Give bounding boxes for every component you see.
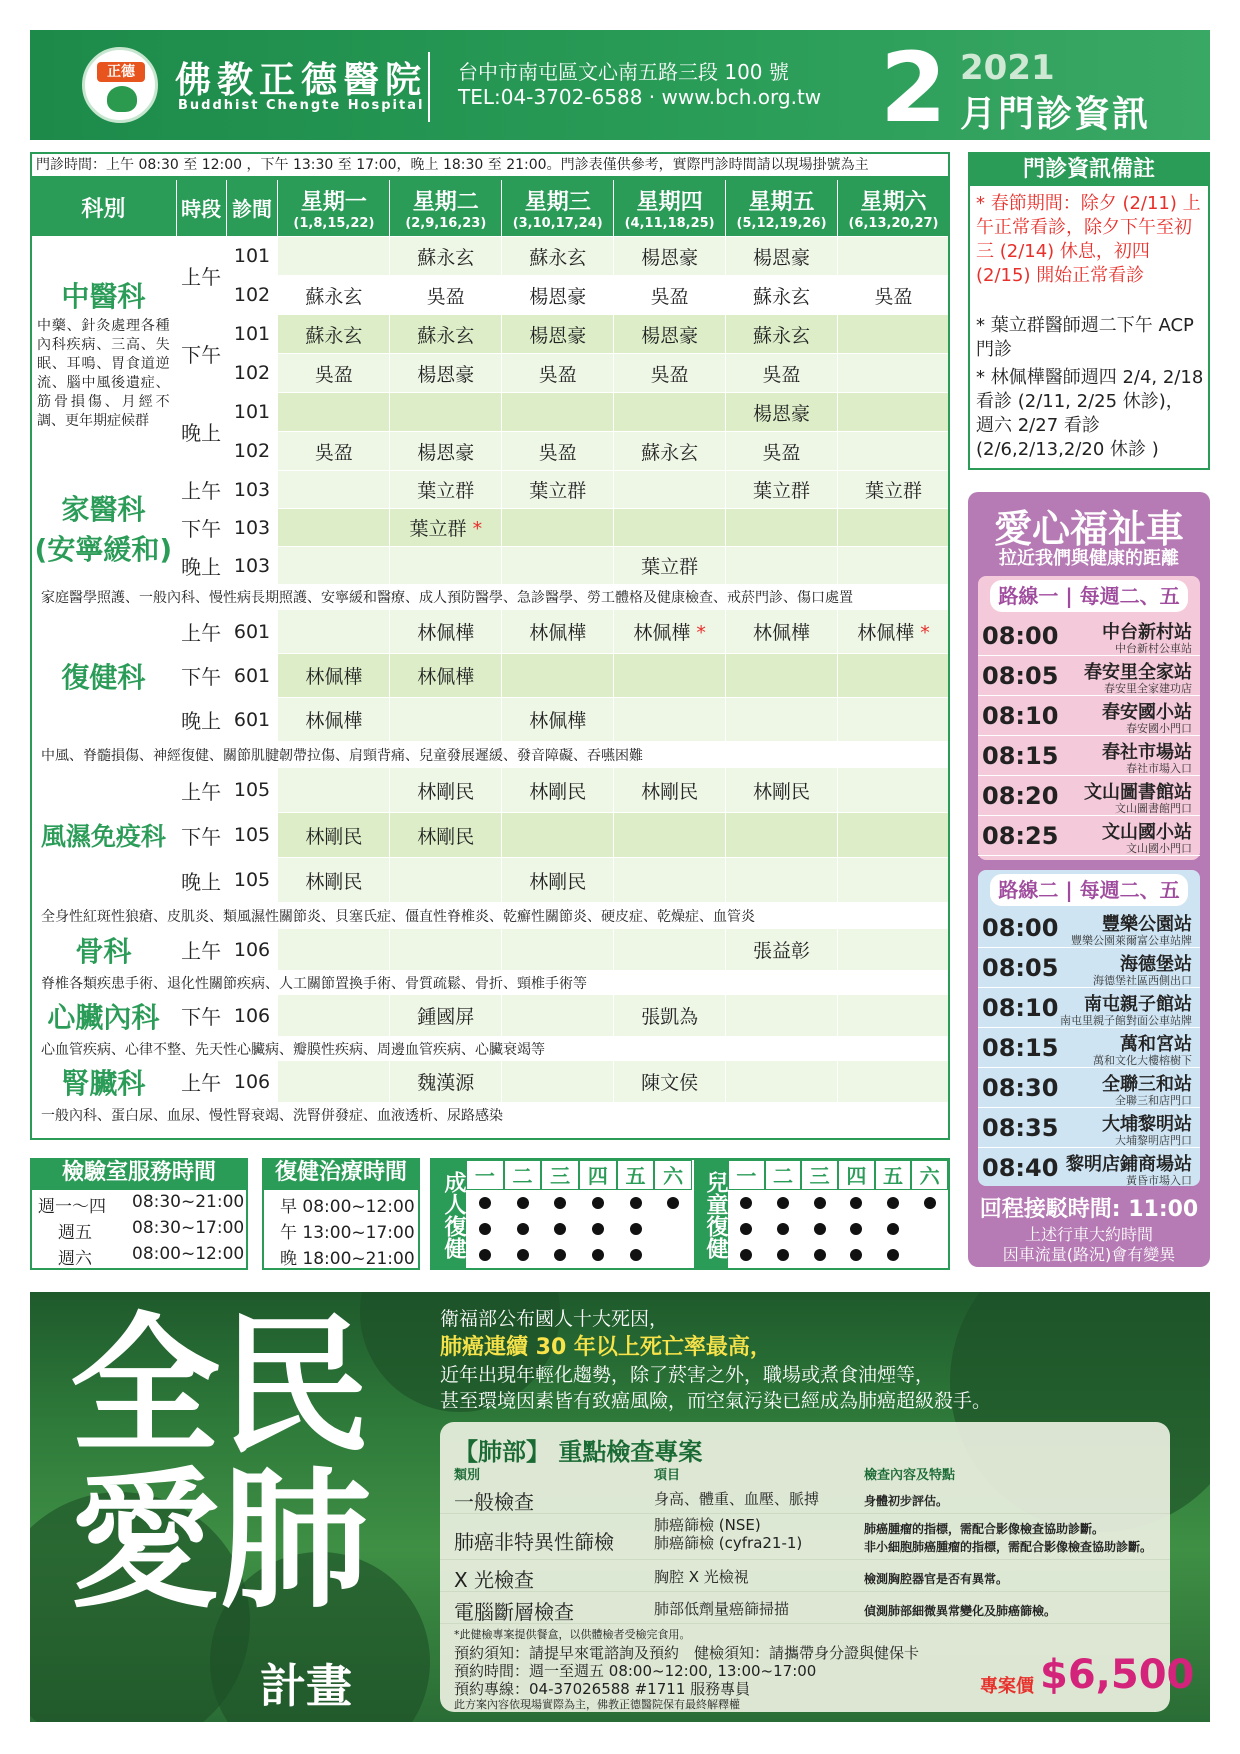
cell: 張益彰	[726, 929, 838, 971]
clinic-hours-note: 門診時間：上午 08:30 至 12:00 ，下午 13:30 至 17:00，晚上 18:30 至 21:00。門診表僅供參考，實際門診時間請以現場掛號為主	[30, 152, 950, 178]
banner-highlight: 肺癌連續 30 年以上死亡率最高，	[440, 1335, 772, 1360]
lab-time: 08:30~21:00	[132, 1192, 245, 1212]
rehab-slot: 午 13:00~17:00	[280, 1223, 415, 1243]
table-row: 肺癌非特異性篩檢 肺癌篩檢 (NSE) 肺癌篩檢 (cyfra21-1) 肺癌腫瘤的指標，需配合影像檢查協助診斷。 非小細胞肺癌腫瘤的指標，需配合影像檢查協助診斷。	[440, 1514, 1170, 1560]
day-label: 五	[875, 1160, 912, 1190]
room: 103	[226, 547, 278, 585]
bus-note: 上述行車大約時間	[1024, 1225, 1153, 1244]
dot-mark	[777, 1249, 789, 1261]
page-header	[30, 30, 1210, 144]
dot-mark	[554, 1249, 566, 1261]
shuttle-bus-panel	[968, 492, 1210, 1267]
dot-mark	[887, 1223, 899, 1235]
cell: 林佩樺	[726, 610, 838, 654]
cell: 林剛民	[390, 813, 502, 858]
campaign-title-2: 愛肺	[70, 1455, 371, 1629]
dot-mark	[479, 1249, 491, 1261]
dot-mark	[777, 1223, 789, 1235]
dept-rheum: 風濕免疫科	[31, 768, 177, 903]
day-label: 六	[911, 1160, 948, 1190]
cell: 林剛民	[278, 858, 390, 903]
room: 101	[226, 237, 278, 276]
dot-mark	[592, 1249, 604, 1261]
dot-mark	[592, 1223, 604, 1235]
cell: 林剛民	[390, 768, 502, 813]
hospital-name-en: Buddhist Chengte Hospital	[178, 98, 425, 113]
room: 103	[226, 471, 278, 509]
bus-subtitle: 拉近我們與健康的距離	[999, 548, 1179, 569]
col-period: 時段	[176, 179, 226, 237]
cell: 吳盈	[838, 276, 950, 315]
page-title: 月門診資訊	[960, 94, 1151, 135]
cell: 林剛民	[502, 858, 614, 903]
day-label: 二	[504, 1160, 542, 1190]
dot-mark	[814, 1249, 826, 1261]
cell: 林佩樺 *	[838, 610, 950, 654]
room: 601	[226, 654, 278, 698]
period-label: 上午	[176, 929, 226, 971]
child-day-header	[728, 1160, 948, 1190]
cell: 林剛民	[726, 768, 838, 813]
year: 2021	[960, 48, 1055, 88]
note-item: * 春節期間：除夕 (2/11) 上午正常看診，除夕下午至初三 (2/14) 休息，初四 (2/15) 開始正常看診	[976, 193, 1201, 286]
cell: 蘇永玄	[726, 276, 838, 315]
day-label: 六	[654, 1160, 692, 1190]
day-label: 一	[728, 1160, 765, 1190]
period-label: 晚上	[176, 393, 226, 471]
route-header: 路線二 | 每週二、五	[990, 874, 1188, 906]
day-label: 五	[617, 1160, 655, 1190]
dept-desc: 中風、脊髓損傷、神經復健、關節肌腱韌帶拉傷、肩頸背痛、兒童發展遲緩、發音障礙、吞嚥困難	[31, 742, 950, 768]
cell: 林佩樺	[278, 654, 390, 698]
price-label: 專案價	[980, 1676, 1034, 1697]
dot-mark	[554, 1197, 566, 1209]
cell: 楊恩豪	[390, 432, 502, 471]
cell: 張凱為	[614, 995, 726, 1037]
cell: 吳盈	[278, 354, 390, 393]
day-label: 三	[801, 1160, 838, 1190]
period-label: 下午	[176, 315, 226, 393]
room: 106	[226, 995, 278, 1037]
period-label: 上午	[176, 237, 226, 315]
period-label: 下午	[176, 813, 226, 858]
route-2	[978, 870, 1200, 1186]
room: 105	[226, 858, 278, 903]
cell: 林佩樺	[502, 610, 614, 654]
cell: 林剛民	[502, 768, 614, 813]
dot-mark	[630, 1223, 642, 1235]
cell: 吳盈	[502, 432, 614, 471]
dot-mark	[814, 1197, 826, 1209]
cell: 蘇永玄	[726, 315, 838, 354]
cell: 蘇永玄	[390, 237, 502, 276]
period-label: 晚上	[176, 698, 226, 742]
dept-ortho: 骨科	[31, 929, 177, 971]
panel-note: 此方案內容依現場實際為主，佛教正德醫院保有最終解釋權	[454, 1698, 740, 1711]
col-header: 類別	[454, 1468, 481, 1483]
period-label: 上午	[176, 768, 226, 813]
day-header: 星期四 (4,11,18,25)	[614, 179, 726, 237]
day-header: 星期六 (6,13,20,27)	[838, 179, 950, 237]
dot-mark	[667, 1197, 679, 1209]
cell: 蘇永玄	[614, 432, 726, 471]
star-mark: *	[696, 622, 706, 644]
lab-day: 週一～四	[38, 1197, 106, 1217]
period-label: 上午	[176, 471, 226, 509]
dept-desc: 一般內科、蛋白尿、血尿、慢性腎衰竭、洗腎併發症、血液透析、尿路感染	[31, 1103, 950, 1127]
dot-mark	[850, 1223, 862, 1235]
hospital-name-zh: 佛教正德醫院	[175, 60, 428, 101]
banner-text: 甚至環境因素皆有致癌風險，而空氣污染已經成為肺癌超級殺手。	[440, 1390, 992, 1412]
dot-mark	[777, 1197, 789, 1209]
bus-note: 因車流量(路況)會有變異	[1002, 1245, 1176, 1264]
adult-rehab-label: 成人復健	[432, 1160, 466, 1268]
dot-mark	[592, 1197, 604, 1209]
lung-campaign-banner	[30, 1292, 1210, 1722]
dot-mark	[517, 1223, 529, 1235]
dot-mark	[479, 1197, 491, 1209]
cell: 魏漢源	[390, 1061, 502, 1103]
cell: 吳盈	[390, 276, 502, 315]
cell: 蘇永玄	[502, 237, 614, 276]
room: 601	[226, 610, 278, 654]
period-label: 晚上	[176, 547, 226, 585]
table-row: 一般檢查 身高、體重、血壓、脈搏 身體初步評估。	[440, 1482, 1170, 1514]
cell: 林佩樺	[502, 698, 614, 742]
rehab-grid	[430, 1158, 950, 1270]
month-number: 2	[880, 32, 947, 144]
dot-mark	[887, 1249, 899, 1261]
lab-title: 檢驗室服務時間	[30, 1158, 248, 1188]
dept-nephro: 腎臟科	[31, 1061, 177, 1103]
adult-day-header	[466, 1160, 692, 1190]
list-item: 08:35 大埔黎明站 大埔黎明店門口	[978, 1108, 1200, 1148]
day-header: 星期一 (1,8,15,22)	[278, 179, 390, 237]
cell: 葉立群	[614, 547, 726, 585]
day-label: 二	[765, 1160, 802, 1190]
cell: 楊恩豪	[726, 393, 838, 432]
col-room: 診間	[226, 179, 278, 237]
child-rehab-label: 兒童復健	[694, 1160, 728, 1268]
room: 105	[226, 813, 278, 858]
list-item: 08:15 萬和宮站 萬和文化大樓榕樹下	[978, 1028, 1200, 1068]
header-divider	[428, 52, 430, 122]
clinic-notes	[968, 152, 1210, 470]
price: $6,500	[1040, 1652, 1195, 1698]
dot-mark	[887, 1197, 899, 1209]
cell: 林佩樺	[390, 654, 502, 698]
dept-desc: 脊椎各類疾患手術、退化性關節疾病、人工關節置換手術、骨質疏鬆、骨折、頸椎手術等	[31, 971, 950, 995]
list-item: 08:25 文山國小站 文山國小門口	[978, 816, 1200, 856]
period-label: 上午	[176, 610, 226, 654]
route-1	[978, 576, 1200, 860]
address: 台中市南屯區文心南五路三段 100 號	[458, 60, 789, 84]
list-item: 08:40 黎明店鋪商場站 黃昏市場入口	[982, 1154, 1192, 1187]
dot-mark	[814, 1223, 826, 1235]
day-header: 星期二 (2,9,16,23)	[390, 179, 502, 237]
day-header: 星期五 (5,12,19,26)	[726, 179, 838, 237]
rehab-slot: 早 08:00~12:00	[280, 1197, 415, 1217]
cell: 葉立群	[726, 471, 838, 509]
return-time: 回程接駁時間: 11:00	[979, 1197, 1199, 1222]
cell: 葉立群	[390, 471, 502, 509]
note-item: * 葉立群醫師週二下午 ACP 門診	[976, 315, 1194, 360]
day-label: 一	[466, 1160, 504, 1190]
dot-mark	[850, 1249, 862, 1261]
campaign-title-1: 全民	[70, 1300, 371, 1474]
dept-rehab: 復健科	[31, 610, 177, 742]
room: 601	[226, 698, 278, 742]
list-item: 08:00 中台新村站 中台新村公車站	[978, 616, 1200, 656]
cell: 葉立群 *	[390, 509, 502, 547]
lab-day: 週五	[58, 1223, 92, 1243]
cell: 吳盈	[726, 432, 838, 471]
panel-note: 預約須知：請提早來電諮詢及預約 健檢須知：請攜帶身分證與健保卡	[454, 1644, 920, 1662]
dept-cardio: 心臟內科	[31, 995, 177, 1037]
room: 102	[226, 276, 278, 315]
room: 101	[226, 393, 278, 432]
dot-mark	[554, 1223, 566, 1235]
campaign-title-3: 計畫	[260, 1659, 352, 1713]
cell: 葉立群	[502, 471, 614, 509]
cell: 陳文侯	[614, 1061, 726, 1103]
dot-mark	[479, 1223, 491, 1235]
lab-time: 08:00~12:00	[132, 1244, 245, 1264]
list-item: 08:20 文山圖書館站 文山圖書館門口	[978, 776, 1200, 816]
rehab-slot: 晚 18:00~21:00	[280, 1249, 415, 1269]
day-label: 四	[838, 1160, 875, 1190]
col-header: 項目	[654, 1468, 681, 1483]
period-label: 上午	[176, 1061, 226, 1103]
table-row: 電腦斷層檢查 肺部低劑量癌篩掃描 偵測肺部細微異常變化及肺癌篩檢。	[440, 1592, 1170, 1624]
lab-hours	[30, 1188, 248, 1270]
period-label: 下午	[176, 995, 226, 1037]
cell: 楊恩豪	[726, 237, 838, 276]
room: 105	[226, 768, 278, 813]
day-label: 四	[579, 1160, 617, 1190]
lab-time: 08:30~17:00	[132, 1218, 245, 1238]
cell: 林佩樺 *	[614, 610, 726, 654]
cell: 楊恩豪	[390, 354, 502, 393]
cell: 葉立群	[838, 471, 950, 509]
list-item: 08:10 春安國小站 春安國小門口	[978, 696, 1200, 736]
cell: 楊恩豪	[502, 276, 614, 315]
banner-text: 衛福部公布國人十大死因，	[440, 1308, 669, 1330]
cell: 吳盈	[278, 432, 390, 471]
star-mark: *	[472, 518, 483, 540]
list-item: 08:30 全聯三和站 全聯三和店門口	[978, 1068, 1200, 1108]
banner-text: 近年出現年輕化趨勢，除了菸害之外，職場或煮食油煙等，	[440, 1364, 935, 1386]
room: 101	[226, 315, 278, 354]
contact-info: TEL:04-3702-6588 · www.bch.org.tw	[458, 85, 822, 109]
dot-mark	[630, 1197, 642, 1209]
dot-mark	[740, 1249, 752, 1261]
list-item: 08:15 春社市場站 春社市場入口	[978, 736, 1200, 776]
cell: 楊恩豪	[614, 237, 726, 276]
cell: 林剛民	[278, 813, 390, 858]
cell: 吳盈	[726, 354, 838, 393]
day-header: 星期三 (3,10,17,24)	[502, 179, 614, 237]
cell: 蘇永玄	[278, 276, 390, 315]
cell: 吳盈	[614, 276, 726, 315]
adult-dots	[466, 1190, 692, 1268]
notes-title: 門診資訊備註	[970, 154, 1208, 186]
route-header: 路線一 | 每週二、五	[990, 580, 1188, 612]
panel-note: 預約專線：04-37026588 #1711 服務專員	[454, 1680, 751, 1698]
dot-mark	[517, 1249, 529, 1261]
panel-note: 預約時間：週一至週五 08:00~12:00, 13:00~17:00	[454, 1662, 817, 1680]
dept-desc: 全身性紅斑性狼瘡、皮肌炎、類風濕性關節炎、貝塞氏症、僵直性脊椎炎、乾癬性關節炎、硬皮症、乾燥症、血管炎	[31, 903, 950, 929]
note-item: * 林佩樺醫師週四 2/4, 2/18 看診 (2/11, 2/25 休診)， 週六 2/27 看診 (2/6,2/13,2/20 休診 )	[976, 367, 1204, 460]
list-item: 08:05 海德堡站 海德堡社區西側出口	[978, 948, 1200, 988]
dept-family: 家醫科 (安寧緩和)	[31, 471, 177, 585]
dept-desc: 心血管疾病、心律不整、先天性心臟病、瓣膜性疾病、周邊血管疾病、心臟衰竭等	[31, 1037, 950, 1061]
rehab-time-title: 復健治療時間	[262, 1158, 420, 1188]
panel-title: 【肺部】 重點檢查專案	[454, 1438, 703, 1466]
room: 106	[226, 1061, 278, 1103]
day-label: 三	[541, 1160, 579, 1190]
logo-badge: 正德	[97, 62, 145, 82]
child-dots	[728, 1190, 948, 1268]
cell: 林佩樺	[390, 610, 502, 654]
rehab-hours	[262, 1188, 420, 1270]
star-mark: *	[920, 622, 930, 644]
dot-mark	[740, 1197, 752, 1209]
table-row: X 光檢查 胸腔 X 光檢視 檢測胸腔器官是否有異常。	[440, 1560, 1170, 1592]
cell: 吳盈	[502, 354, 614, 393]
cell: 楊恩豪	[614, 315, 726, 354]
room: 106	[226, 929, 278, 971]
dept-tcm: 中醫科 中藥、針灸處理各種內科疾病、三高、失眠、耳鳴、胃食道逆流、腦中風後遺症、筋骨損傷、月經不調、更年期症候群	[31, 237, 177, 471]
dot-mark	[850, 1197, 862, 1209]
col-dept: 科別	[31, 179, 177, 237]
dept-desc: 中藥、針灸處理各種內科疾病、三高、失眠、耳鳴、胃食道逆流、腦中風後遺症、筋骨損傷、月經不調、更年期症候群	[37, 317, 170, 429]
cell: 吳盈	[614, 354, 726, 393]
room: 102	[226, 354, 278, 393]
list-item: 08:05 春安里全家站 春安里全家建功店	[978, 656, 1200, 696]
room: 103	[226, 509, 278, 547]
room: 102	[226, 432, 278, 471]
cell: 楊恩豪	[502, 315, 614, 354]
col-header: 檢查內容及特點	[864, 1468, 956, 1483]
cell: 林佩樺	[278, 698, 390, 742]
table-frame	[30, 178, 950, 1140]
lotus-icon	[107, 86, 137, 112]
cell: 林剛民	[614, 768, 726, 813]
period-label: 下午	[176, 654, 226, 698]
panel-note: *此健檢專案提供餐盒，以供體檢者受檢完食用。	[454, 1628, 691, 1641]
dot-mark	[630, 1249, 642, 1261]
list-item: 08:10 南屯親子館站 南屯里親子館對面公車站牌	[978, 988, 1200, 1028]
cell: 蘇永玄	[278, 315, 390, 354]
dot-mark	[924, 1197, 936, 1209]
hospital-logo	[82, 47, 158, 123]
period-label: 下午	[176, 509, 226, 547]
dot-mark	[740, 1223, 752, 1235]
period-label: 晚上	[176, 858, 226, 903]
lab-day: 週六	[58, 1249, 92, 1269]
dot-mark	[517, 1197, 529, 1209]
checkup-panel	[440, 1422, 1195, 1712]
cell: 鍾國屏	[390, 995, 502, 1037]
bus-title: 愛心福祉車	[993, 507, 1184, 551]
list-item: 08:00 豐樂公園站 豐樂公園萊爾富公車站牌	[978, 908, 1200, 948]
dept-desc: 家庭醫學照護、一般內科、慢性病長期照護、安寧緩和醫療、成人預防醫學、急診醫學、勞工體格及健康檢查、戒菸門診、傷口處置	[31, 585, 950, 610]
cell: 蘇永玄	[390, 315, 502, 354]
